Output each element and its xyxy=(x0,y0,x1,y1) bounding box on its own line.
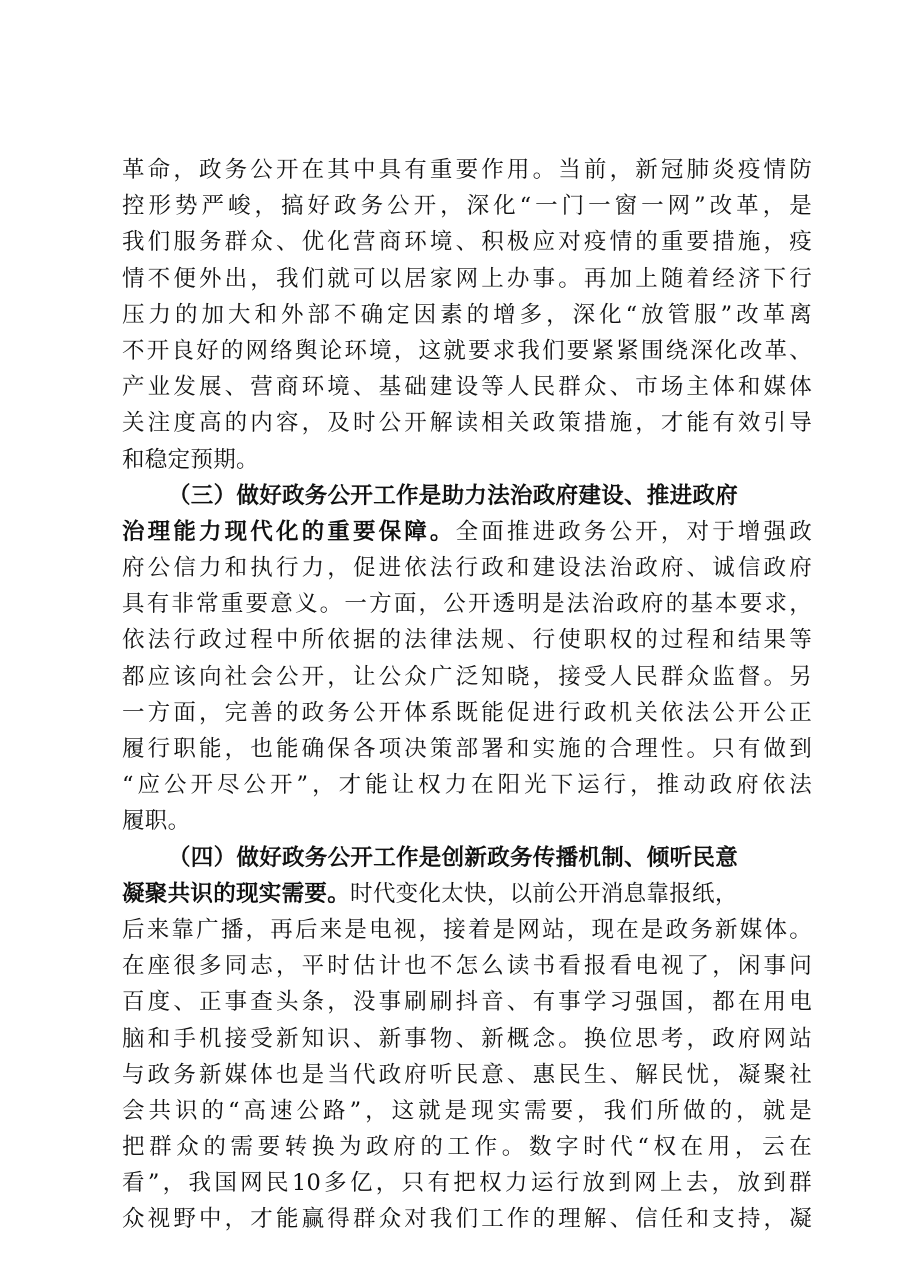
heading-text: （四）做好政务公开工作是创新政务传播机制、倾听民意 xyxy=(168,844,739,871)
body-text: 具有非常重要意义。一方面，公开透明是法治政府的基本要求， xyxy=(122,591,812,618)
body-text: 时代变化太快，以前公开消息靠报纸， xyxy=(350,880,738,907)
body-text: 压力的加大和外部不确定因素的增多，深化“放管服”改革离 xyxy=(122,301,812,328)
text-line xyxy=(122,1057,812,1093)
text-line xyxy=(122,405,812,441)
text-line xyxy=(122,912,812,948)
body-text: 我们服务群众、优化营商环境、积极应对疫情的重要措施，疫 xyxy=(122,229,812,256)
text-line xyxy=(122,948,812,984)
text-line xyxy=(122,152,812,188)
text-line xyxy=(122,1093,812,1129)
text-line xyxy=(122,1129,812,1165)
body-text: 都应该向社会公开，让公众广泛知晓，接受人民群众监督。另 xyxy=(122,663,812,690)
body-text: 依法行政过程中所依据的法律法规、行使职权的过程和结果等 xyxy=(122,627,812,654)
text-line xyxy=(122,261,812,297)
text-line xyxy=(122,659,812,695)
text-line xyxy=(122,478,812,514)
body-text: 革命，政务公开在其中具有重要作用。当前，新冠肺炎疫情防 xyxy=(122,157,812,183)
text-line xyxy=(122,1165,812,1201)
text-line xyxy=(122,695,812,731)
body-text: 众视野中，才能赢得群众对我们工作的理解、信任和支持，凝 xyxy=(122,1206,812,1233)
text-line xyxy=(122,369,812,405)
text-line xyxy=(122,840,812,876)
text-line xyxy=(122,188,812,224)
text-line xyxy=(122,984,812,1020)
body-text: 府公信力和执行力，促进依法行政和建设法治政府、诚信政府 xyxy=(122,555,812,582)
body-text: 履行职能，也能确保各项决策部署和实施的合理性。只有做到 xyxy=(122,736,812,762)
body-text: 履职。 xyxy=(122,808,191,835)
body-text: 和稳定预期。 xyxy=(122,446,259,473)
heading-text: 治理能力现代化的重要保障。 xyxy=(122,518,456,545)
body-text: 把群众的需要转换为政府的工作。数字时代“权在用，云在 xyxy=(122,1134,812,1161)
body-text: 不开良好的网络舆论环境，这就要求我们要紧紧围绕深化改革、 xyxy=(122,337,812,364)
body-text: 情不便外出，我们就可以居家网上办事。再加上随着经济下行 xyxy=(122,265,812,292)
body-text: 百度、正事查头条，没事刷刷抖音、有事学习强国，都在用电 xyxy=(122,989,812,1016)
text-line xyxy=(122,767,812,803)
body-text: 脑和手机接受新知识、新事物、新概念。换位思考，政府网站 xyxy=(122,1025,812,1052)
body-text: 看”，我国网民10多亿，只有把权力运行放到网上去，放到群 xyxy=(122,1170,812,1197)
body-text: 控形势严峻，搞好政务公开，深化“一门一窗一网”改革，是 xyxy=(122,193,812,220)
text-line xyxy=(122,333,812,369)
text-line xyxy=(122,514,812,550)
text-line xyxy=(122,586,812,622)
text-line xyxy=(122,803,812,839)
text-line xyxy=(122,224,812,260)
body-text: 会共识的“高速公路”，这就是现实需要，我们所做的，就是 xyxy=(122,1097,812,1124)
body-text: 全面推进政务公开，对于增强政 xyxy=(455,518,813,545)
body-text: 在座很多同志，平时估计也不怎么读书看报看电视了，闲事问 xyxy=(122,953,812,980)
body-text: 后来靠广播，再后来是电视，接着是网站，现在是政务新媒体。 xyxy=(122,916,812,943)
text-line xyxy=(122,550,812,586)
text-line xyxy=(122,1201,812,1237)
text-line xyxy=(122,876,812,912)
body-text: 产业发展、营商环境、基础建设等人民群众、市场主体和媒体 xyxy=(122,374,812,401)
body-text: “应公开尽公开”，才能让权力在阳光下运行，推动政府依法 xyxy=(122,772,812,799)
document-body xyxy=(122,152,812,1238)
text-line xyxy=(122,1021,812,1057)
heading-text: 凝聚共识的现实需要。 xyxy=(122,880,351,907)
text-line xyxy=(122,622,812,658)
body-text: 与政务新媒体也是当代政府听民意、惠民生、解民忧，凝聚社 xyxy=(122,1061,812,1088)
body-text: 一方面，完善的政务公开体系既能促进行政机关依法公开公正 xyxy=(122,699,812,726)
text-line xyxy=(122,297,812,333)
text-line xyxy=(122,442,812,478)
text-line xyxy=(122,731,812,767)
body-text: 关注度高的内容，及时公开解读相关政策措施，才能有效引导 xyxy=(122,410,812,437)
heading-text: （三）做好政务公开工作是助力法治政府建设、推进政府 xyxy=(168,482,739,509)
